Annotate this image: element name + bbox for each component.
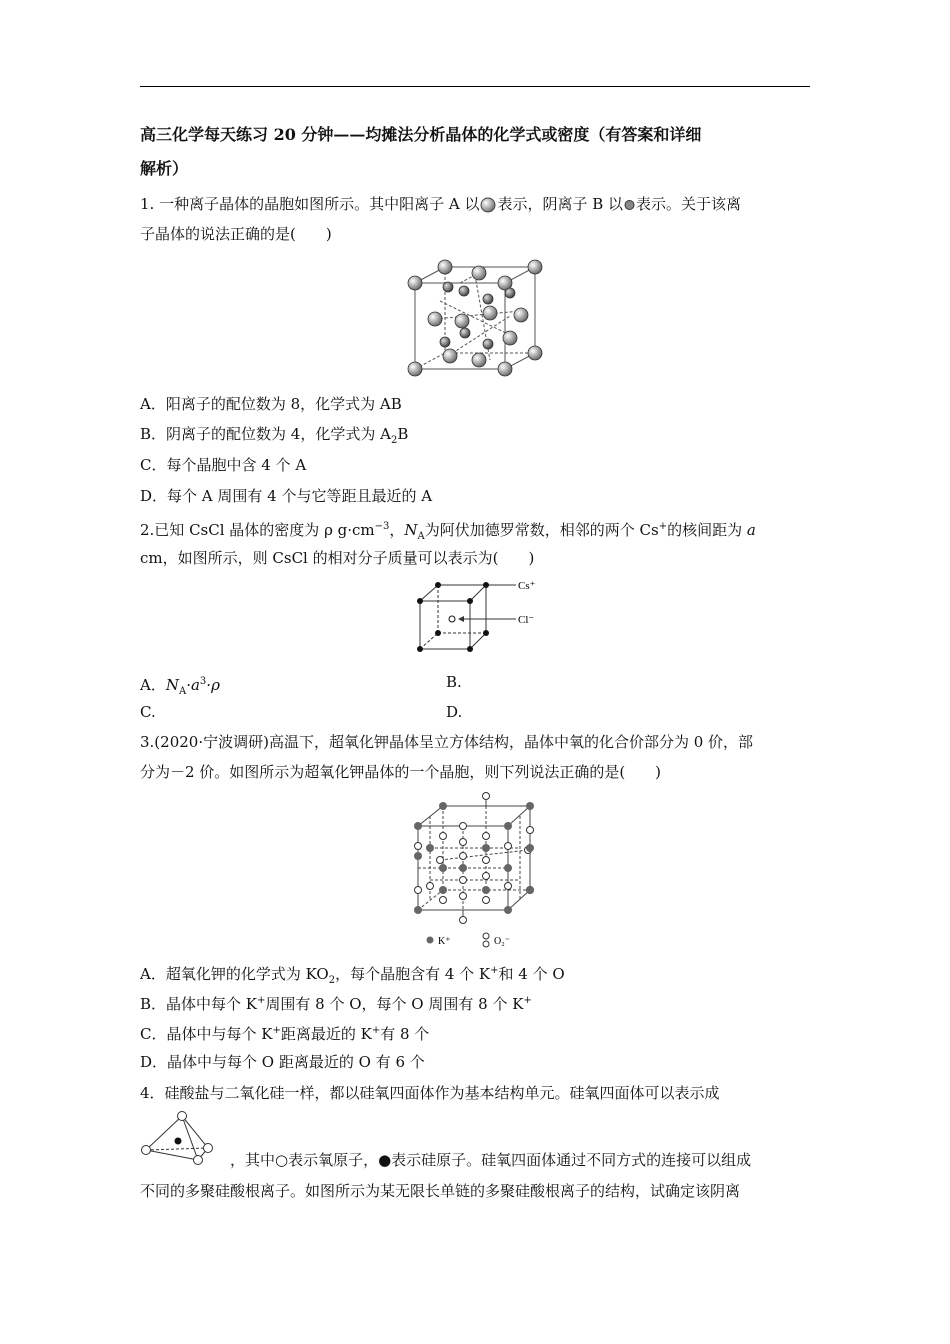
q3-option-a[interactable]: A．超氧化钾的化学式为 $KO_2$，每个晶胞含有 4 个 K+和 4 个 O <box>140 965 565 986</box>
cl-label: Cl⁻ <box>518 614 535 626</box>
q4-tetrahedron-figure <box>140 1110 220 1166</box>
anion-sphere-icon <box>623 199 636 211</box>
q2-option-a[interactable]: A．$N_A\cdot a^3\cdot\rho$ <box>140 676 220 697</box>
q1-option-a[interactable]: A．阳离子的配位数为 8，化学式为 AB <box>140 395 402 413</box>
q1-stem-cont: 子晶体的说法正确的是( ) <box>140 225 332 243</box>
k-legend-label: K⁺ <box>438 936 451 947</box>
q1-stem: 1. 一种离子晶体的晶胞如图所示。其中阳离子 A 以 表示，阴离子 B 以 表示。关于该离 <box>140 195 742 213</box>
page-title: 高三化学每天练习 20 分钟——均摊法分析晶体的化学式或密度（有答案和详细 <box>140 125 702 144</box>
cation-sphere-icon <box>479 197 497 213</box>
q2-option-b[interactable]: B. <box>446 673 462 691</box>
q4-stem: 4．硅酸盐与二氧化硅一样，都以硅氧四面体作为基本结构单元。硅氧四面体可以表示成 <box>140 1084 720 1102</box>
q1-crystal-cell-figure <box>400 256 550 382</box>
q2-stem: 2.已知 CsCl 晶体的密度为 ρ $g\cdot cm^{-3}$，$N_A$为阿伏加德罗常数，相邻的两个 Cs+的核间距为 a <box>140 521 756 542</box>
q3-option-d[interactable]: D．晶体中与每个 O 距离最近的 O 有 6 个 <box>140 1053 425 1071</box>
q2-option-c[interactable]: C. <box>140 703 156 721</box>
q4-stem-line3: 不同的多聚硅酸根离子。如图所示为某无限长单链的多聚硅酸根离子的结构，试确定该阴离 <box>140 1182 741 1200</box>
q3-ko2-cell-figure <box>408 790 543 950</box>
q3-stem: 3.(2020·宁波调研)高温下，超氧化钾晶体呈立方体结构，晶体中氧的化合价部分为 0 价，部 <box>140 733 754 751</box>
page-title-cont: 解析） <box>140 159 189 178</box>
q2-stem-cont: cm，如图所示，则 CsCl 的相对分子质量可以表示为( ) <box>140 549 535 567</box>
q1-option-c[interactable]: C．每个晶胞中含 4 个 A <box>140 456 307 474</box>
cs-label: Cs⁺ <box>518 580 536 592</box>
o2-legend-icon <box>483 933 489 939</box>
q2-option-d[interactable]: D. <box>446 703 463 721</box>
o2-legend-label: O₂⁻ <box>494 936 510 947</box>
q3-option-c[interactable]: C．晶体中与每个 K+距离最近的 K+有 8 个 <box>140 1025 430 1043</box>
q4-stem-cont: ，其中○表示氧原子，●表示硅原子。硅氧四面体通过不同方式的连接可以组成 <box>230 1151 752 1169</box>
q1-option-d[interactable]: D．每个 A 周围有 4 个与它等距且最近的 A <box>140 487 433 505</box>
q2-cscl-cell-figure <box>408 577 558 657</box>
header-rule <box>140 86 810 87</box>
k-legend-icon <box>427 937 434 944</box>
q1-option-b[interactable]: B．阴离子的配位数为 4，化学式为 $A_2B$ <box>140 425 409 446</box>
q3-stem-cont: 分为－2 价。如图所示为超氧化钾晶体的一个晶胞，则下列说法正确的是( ) <box>140 763 662 781</box>
q3-option-b[interactable]: B．晶体中每个 K+周围有 8 个 O，每个 O 周围有 8 个 K+ <box>140 995 532 1013</box>
